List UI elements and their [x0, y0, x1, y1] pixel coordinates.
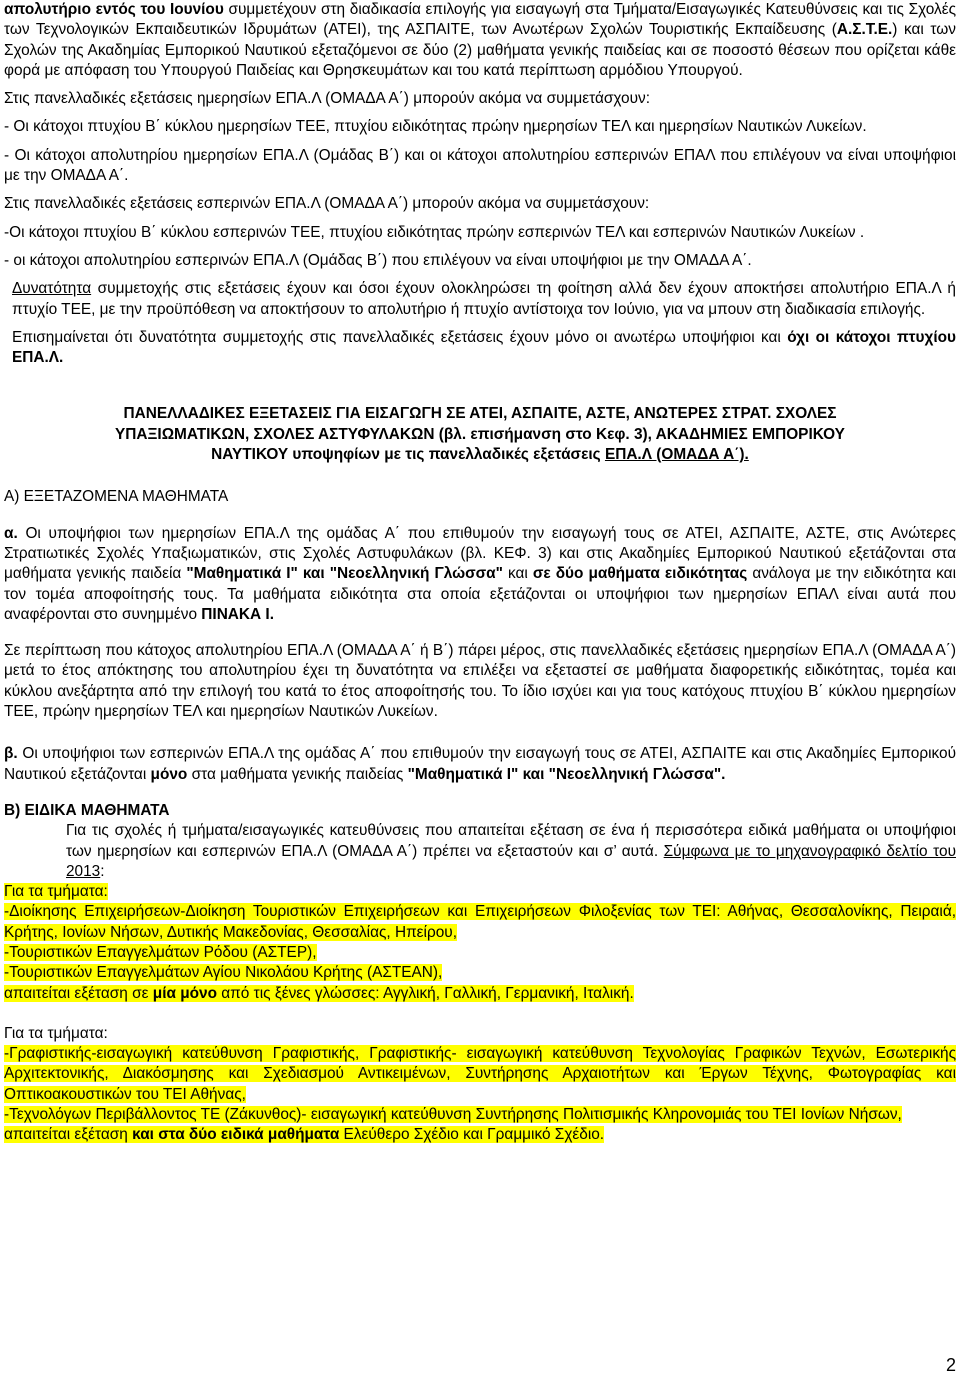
list-item [4, 943, 956, 963]
text-run: ΝΑΥΤΙΚΟΥ υποψηφίων με τις πανελλαδικές εξετάσεις [211, 446, 605, 464]
subheading-a: Α) ΕΞΕΤΑΖΟΜΕΝΑ ΜΑΘΗΜΑΤΑ [4, 488, 229, 506]
underlined-text: Σύμφωνα με το μηχανογραφικό δελτίο του 2013 [66, 842, 956, 880]
text-run: και [502, 565, 533, 583]
text-run: ανάλογα με την ειδικότητα και τον τομέα αποφοίτησής τους. Τα μαθήματα ειδικότητα στα οποία εξετάζονται οι υποψήφιοι των ημερησίων ΕΠΑΛ είναι αυτά που αναφέρονται στο συνημμένο [4, 565, 956, 623]
highlighted-text: απαιτείται εξέταση σε [4, 984, 153, 1002]
emphasis-text: Α.Σ.Τ.Ε. [836, 21, 893, 39]
spacer [4, 1004, 956, 1024]
highlighted-text: από τις ξένες γλώσσες: Αγγλική, Γαλλική, Γερμανική, Ιταλική. [217, 984, 634, 1002]
text-run: συμμετοχής στις εξετάσεις έχουν και όσοι έχουν ολοκληρώσει τη φοίτηση αλλά δεν έχουν αποκτήσει απολυτήριο ΕΠΑ.Λ ή πτυχίο ΤΕΕ, με την προϋπόθεση να αποκτήσουν το απολυτήριο ή πτυχίο αντίστοιχα τον Ιούνιο, για να μπουν στη διαδικασία επιλογής. [12, 280, 956, 318]
text-run: στα μαθήματα γενικής παιδείας [187, 765, 408, 783]
highlighted-emphasis: μία μόνο [152, 984, 217, 1002]
paragraph-day-holders-tee: - Οι κάτοχοι πτυχίου Β΄ κύκλου ημερησίων ΤΕΕ, πτυχίου ειδικότητας πρώην ημερησίων ΤΕΛ και ημερησίων Ναυτικών Λυκείων. [4, 118, 867, 136]
spacer [4, 368, 956, 404]
text-run: Οι υποψήφιοι των εσπερινών ΕΠΑ.Λ της ομάδας Α΄ που επιθυμούν την εισαγωγή τους σε ΑΤΕΙ, ΑΣΠΑΙΤΕ και στις Ακαδημίες Εμπορικού Ναυτικού εξετάζονται [4, 745, 956, 783]
text-run: Για τις σχολές ή τμήματα/εισαγωγικές κατευθύνσεις που απαιτείται εξέταση σε ένα ή περισσότερα ειδικά μαθήματα οι υποψήφιοι των ημερησίων και εσπερινών ΕΠΑ.Λ (ΟΜΑΔΑ Α΄) πρέπει να εξεταστούν και σ’ αυτά. [66, 822, 956, 860]
list-item: Για τα τμήματα: [4, 1024, 108, 1042]
emphasis-text: "Μαθηματικά Ι" και "Νεοελληνική Γλώσσα". [407, 765, 726, 783]
paragraph-intro [4, 0, 956, 81]
emphasis-text: σε δύο μαθήματα ειδικότητας [532, 565, 748, 583]
underlined-word: Δυνατότητα [12, 280, 92, 298]
list-item [4, 963, 956, 983]
list-item [4, 902, 956, 943]
underlined-text: ΕΠΑ.Λ (ΟΜΑΔΑ Α΄). [604, 446, 749, 464]
paragraph-notice [4, 328, 956, 369]
list-item [4, 882, 956, 902]
list-item [4, 1125, 956, 1145]
text-run: ) και των Σχολών της Ακαδημίας Εμπορικού Ναυτικού εξεταζόμενοι σε δύο (2) μαθήματα γενικής παιδείας και σε ποσοστό θέσεων που ορίζεται κάθε φορά με απόφαση του Υπουργού Παιδείας και Θρησκευμάτων και του κατά περίπτωση αρμόδιου Υπουργού. [4, 21, 957, 79]
highlighted-text: -Τουριστικών Επαγγελμάτων Αγίου Νικολάου Κρήτης (ΑΣΤΕΑΝ), [4, 964, 443, 982]
item-marker: β. [4, 745, 18, 763]
list-item [4, 1105, 956, 1125]
paragraph-evening-holders-tee: -Οι κάτοχοι πτυχίου Β΄ κύκλου εσπερινών ΤΕΕ, πτυχίου ειδικότητας πρώην εσπερινών ΤΕΛ και εσπερινών Ναυτικών Λυκείων . [4, 223, 865, 241]
highlight-block-languages [4, 882, 956, 1004]
paragraph-day-groupA: Στις πανελλαδικές εξετάσεις ημερησίων ΕΠΑ.Λ (ΟΜΑΔΑ Α΄) μπορούν ακόμα να συμμετάσχουν: [4, 90, 650, 108]
heading-line [4, 445, 956, 465]
highlighted-text: -Διοίκησης Επιχειρήσεων-Διοίκηση Τουριστικών Επιχειρήσεων και Επιχειρήσεων Φιλοξενίας των ΤΕΙ: Αθήνας, Θεσσαλονίκης, Πειραιά, Κρήτης, Ιονίων Νήσων, Δυτικής Μακεδονίας, Θεσσαλίας, Ηπείρου, [4, 903, 956, 941]
emphasis-text: "Μαθηματικά Ι" και "Νεοελληνική Γλώσσα" [186, 565, 503, 583]
highlighted-text: -Γραφιστικής-εισαγωγική κατεύθυνση Γραφιστικής, Γραφιστικής- εισαγωγική κατεύθυνση Τεχνολογίας Γραφικών Τεχνών, Εσωτερικής Αρχιτεκτονικής, Διακόσμησης και Σχεδιασμού Αντικειμένων, Συντήρησης Αρχαιοτήτων και Έργων Τέχνης, Φωτογραφίας και Οπτικοακουστικών του ΤΕΙ Αθήνας, [4, 1045, 956, 1103]
highlighted-text: Για τα τμήματα: [4, 883, 108, 901]
paragraph-a [4, 524, 956, 625]
paragraph-evening-groupA: Στις πανελλαδικές εξετάσεις εσπερινών ΕΠΑ.Λ (ΟΜΑΔΑ Α΄) μπορούν ακόμα να συμμετάσχουν: [4, 195, 650, 213]
subheading-b: Β) ΕΙΔΙΚΑ ΜΑΘΗΜΑΤΑ [4, 801, 170, 819]
paragraph-b [4, 744, 956, 785]
section-heading [4, 404, 956, 465]
list-item [4, 1044, 956, 1105]
highlighted-text: -Τεχνολόγων Περιβάλλοντος ΤΕ (Ζάκυνθος)- εισαγωγική κατεύθυνση Συντήρησης Πολιτισμικής Κληρονομιάς του ΤΕΙ Ιονίων Νήσων, [4, 1106, 902, 1124]
highlighted-text: -Τουριστικών Επαγγελμάτων Ρόδου (ΑΣΤΕΡ), [4, 943, 317, 961]
heading-line: ΠΑΝΕΛΛΑΔΙΚΕΣ ΕΞΕΤΑΣΕΙΣ ΓΙΑ ΕΙΣΑΓΩΓΗ ΣΕ ΑΤΕΙ, ΑΣΠΑΙΤΕ, ΑΣΤΕ, ΑΝΩΤΕΡΕΣ ΣΤΡΑΤ. ΣΧΟΛΕΣ [123, 405, 837, 423]
text-run: Επισημαίνεται ότι δυνατότητα συμμετοχής στις πανελλαδικές εξετάσεις έχουν μόνο οι ανωτέρω υποψήφιοι και [12, 328, 788, 346]
paragraph-day-holders-epal: - Οι κάτοχοι απολυτηρίου ημερησίων ΕΠΑ.Λ (Ομάδας Β΄) και οι κάτοχοι απολυτηρίου εσπερινών ΕΠΑΛ που επιλέγουν να είναι υποψήφιοι με την ΟΜΑΔΑ Α΄. [4, 146, 956, 185]
document-page [4, 0, 956, 1146]
heading-line: ΥΠΑΞΙΩΜΑΤΙΚΩΝ, ΣΧΟΛΕΣ ΑΣΤΥΦΥΛΑΚΩΝ (βλ. επισήμανση στο Κεφ. 3), ΑΚΑΔΗΜΙΕΣ ΕΜΠΟΡΙΚΟΥ [115, 425, 845, 443]
text-run: : [100, 862, 105, 880]
page-number: 2 [945, 1355, 956, 1375]
emphasis-text: ΠΙΝΑΚΑ Ι. [201, 605, 274, 623]
emphasis-text: όχι οι κάτοχοι πτυχίου ΕΠΑ.Λ. [12, 328, 956, 367]
highlighted-text: απαιτείται εξέταση [4, 1126, 133, 1144]
highlighted-text: Ελεύθερο Σχέδιο και Γραμμικό Σχέδιο. [339, 1126, 605, 1144]
emphasis-text: μόνο [150, 765, 188, 783]
highlighted-emphasis: και στα δύο ειδικά μαθήματα [132, 1126, 340, 1144]
paragraph-previous-graduates: Σε περίπτωση που κάτοχος απολυτηρίου ΕΠΑ.Λ (ΟΜΑΔΑ Α΄ ή Β΄) πάρει μέρος, στις πανελλαδικές εξετάσεις ημερησίων ΕΠΑ.Λ (ΟΜΑΔΑ Α΄) μετά το έτος απόκτησης του απολυτηρίου έχει τη δυνατότητα να επιλέξει να εξεταστεί σε μαθήματα διαφορετικής ειδικότητας, τομέα και κύκλου ανεξάρτητα από την επιλογή του κατά το έτος αποφοίτησής του. Το ίδιο ισχύει και για τους κατόχους πτυχίου Β΄ κύκλου ημερησίων ΤΕΕ, πρώην ημερησίων ΤΕΛ και ημερησίων Ναυτικών Λυκείων. [4, 642, 956, 721]
item-marker: α. [4, 524, 18, 542]
paragraph-evening-holders-epal: - οι κάτοχοι απολυτηρίου εσπερινών ΕΠΑ.Λ (Ομάδας Β΄) που επιλέγουν να είναι υποψήφιοι με την ΟΜΑΔΑ Α΄. [4, 251, 752, 269]
emphasis-text: απολυτήριο εντός του Ιουνίου [4, 1, 224, 18]
text-run: συμμετέχουν στη διαδικασία επιλογής για εισαγωγή στα Τμήματα/Εισαγωγικές Κατευθύνσεις και τις Σχολές των Τεχνολογικών Εκπαιδευτικών Ιδρυμάτων (ΑΤΕΙ), της ΑΣΠΑΙΤΕ, των Ανωτέρων Σχολών Τουριστικής Εκπαίδευσης ( [4, 1, 956, 39]
highlight-block-drawing [4, 1024, 956, 1146]
text-run: Οι υποψήφιοι των ημερησίων ΕΠΑ.Λ της ομάδας Α΄ που επιθυμούν την εισαγωγή τους σε ΑΤΕΙ, ΑΣΠΑΙΤΕ, ΑΣΤΕ, στις Ανώτερες Στρατιωτικές Σχολές Υπαξιωματικών, στις Σχολές Αστυφυλάκων (βλ. ΚΕΦ. 3) και στις Ακαδημίες Εμπορικού Ναυτικού εξετάζονται στα μαθήματα γενικής παιδεία [4, 524, 956, 583]
paragraph-special-intro [4, 821, 956, 882]
paragraph-possibility [4, 279, 956, 320]
list-item [4, 984, 956, 1004]
